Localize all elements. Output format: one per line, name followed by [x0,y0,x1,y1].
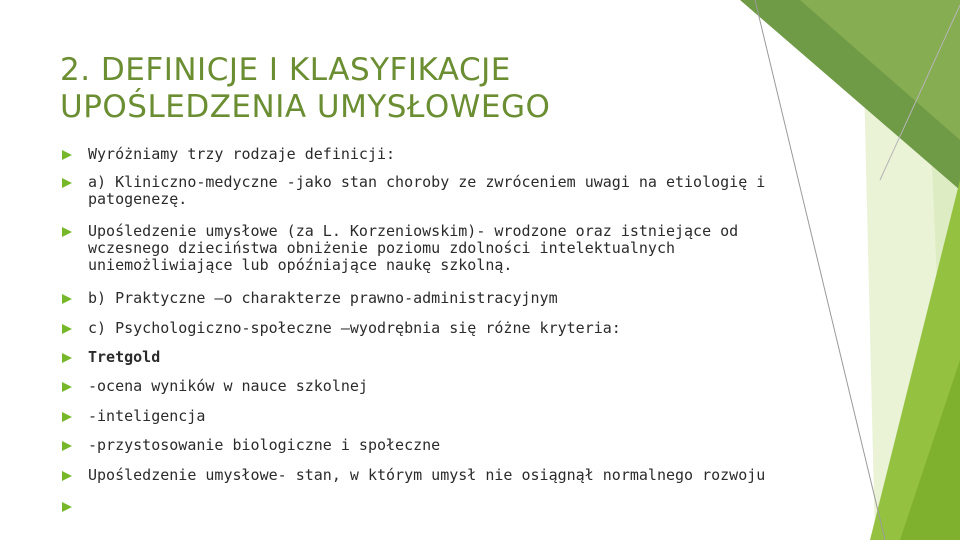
bullet-arrow-icon [62,412,72,422]
bullet-text: -przystosowanie biologiczne i społeczne [88,436,441,454]
slide-title-line-2: UPOŚLEDZENIA UMYSŁOWEGO [60,89,551,125]
bullet-arrow-icon [62,324,72,334]
bullet-arrow-icon [62,353,72,363]
bullet-arrow-icon [62,471,72,481]
bullet-text: -inteligencja [88,407,206,425]
bullet-arrow-icon [62,150,72,160]
bullet-text: Upośledzenie umysłowe (za L. Korzeniowskim)- wrodzone oraz istniejące od wczesnego dzieciństwa obniżenie poziomu zdolności intelektualnych uniemożliwiające lub opóźniające naukę szkolną. [88,222,739,274]
bullet-arrow-icon [62,441,72,451]
bullet-arrow-icon [62,294,72,304]
bullet-text: -ocena wyników w nauce szkolnej [88,377,368,395]
bullet-text: c) Psychologiczno-społeczne –wyodrębnia się różne kryteria: [88,319,621,337]
bullet-arrow-icon [62,227,72,237]
bullet-text: b) Praktyczne –o charakterze prawno-administracyjnym [88,289,558,307]
bullet-text: Wyróżniamy trzy rodzaje definicji: [88,145,396,163]
bullet-arrow-icon [62,502,72,512]
bullet-arrow-icon [62,178,72,188]
bullet-text: a) Kliniczno-medyczne -jako stan choroby ze zwróceniem uwagi na etiologię i patogenezę. [88,173,766,208]
bullet-text: Tretgold [88,348,161,366]
bullet-text: Upośledzenie umysłowe- stan, w którym umysł nie osiągnął normalnego rozwoju [88,466,766,484]
bullet-arrow-icon [62,382,72,392]
slide-title-line-1: 2. DEFINICJE I KLASYFIKACJE [60,52,511,88]
slide-title [60,52,700,126]
